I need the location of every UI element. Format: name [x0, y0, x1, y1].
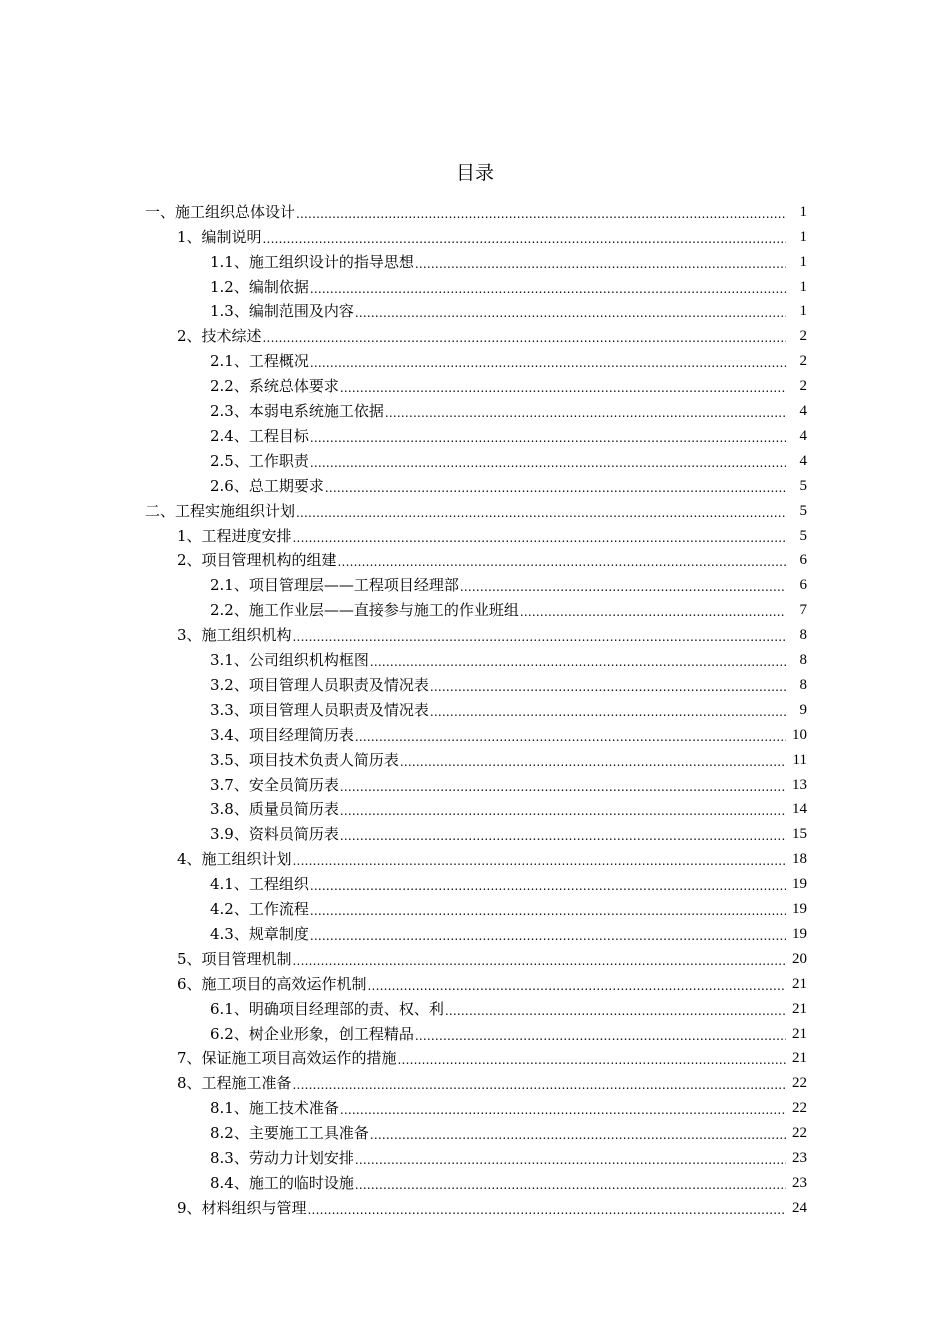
toc-dot-leader: [460, 579, 786, 595]
toc-dot-leader: [338, 554, 786, 570]
toc-entry[interactable]: [0, 919, 950, 944]
toc-page-number: 22: [792, 1125, 807, 1142]
toc-dot-leader: [310, 355, 786, 371]
toc-entry[interactable]: [0, 720, 950, 745]
toc-entry-label: 一、施工组织总体设计: [145, 202, 296, 221]
toc-page-number: 4: [799, 452, 807, 469]
toc-entry[interactable]: [0, 272, 950, 297]
toc-entry-label: 6.1、明确项目经理部的责、权、利: [210, 999, 444, 1018]
toc-entry-label: 3.9、资料员简历表: [210, 825, 339, 844]
toc-dot-leader: [385, 405, 786, 421]
toc-page-number: 13: [792, 776, 807, 793]
toc-entry-label: 6.2、树企业形象，创工程精品: [210, 1024, 414, 1043]
toc-page-number: 4: [799, 427, 807, 444]
toc-dot-leader: [293, 853, 786, 869]
toc-dot-leader: [355, 1152, 786, 1168]
toc-page-number: 21: [792, 1050, 807, 1067]
toc-page-number: 7: [799, 602, 807, 619]
toc-entry[interactable]: [0, 795, 950, 820]
toc-dot-leader: [340, 828, 786, 844]
toc-page-number: 1: [799, 253, 807, 270]
toc-page-number: 21: [792, 975, 807, 992]
toc-page-number: 1: [799, 278, 807, 295]
toc-page-number: 9: [799, 701, 807, 718]
toc-page-number: 8: [799, 627, 807, 644]
toc-page-number: 6: [799, 552, 807, 569]
toc-entry-label: 1.3、编制范围及内容: [210, 302, 354, 321]
toc-entry[interactable]: [0, 546, 950, 571]
toc-entry-label: 3.3、项目管理人员职责及情况表: [210, 700, 429, 719]
toc-entry[interactable]: [0, 745, 950, 770]
toc-page-number: 5: [799, 477, 807, 494]
toc-dot-leader: [415, 256, 786, 272]
toc-dot-leader: [445, 1003, 786, 1019]
toc-page-number: 1: [799, 303, 807, 320]
toc-entry[interactable]: [0, 770, 950, 795]
toc-entry-label: 1.2、编制依据: [210, 277, 309, 296]
toc-dot-leader: [310, 455, 786, 471]
toc-entry-label: 二、工程实施组织计划: [145, 501, 296, 520]
toc-page-number: 1: [799, 228, 807, 245]
toc-dot-leader: [340, 779, 786, 795]
toc-entry[interactable]: [0, 894, 950, 919]
toc-page-number: 5: [799, 502, 807, 519]
toc-entry[interactable]: [0, 944, 950, 969]
toc-dot-leader: [263, 231, 786, 247]
toc-entry[interactable]: [0, 869, 950, 894]
toc-dot-leader: [296, 206, 786, 222]
toc-entry-label: 6、施工项目的高效运作机制: [177, 974, 367, 993]
toc-dot-leader: [370, 1127, 786, 1143]
toc-entry[interactable]: [0, 1093, 950, 1118]
toc-entry[interactable]: [0, 496, 950, 521]
toc-entry[interactable]: [0, 645, 950, 670]
toc-entry-label: 8.3、劳动力计划安排: [210, 1149, 354, 1168]
toc-entry[interactable]: [0, 421, 950, 446]
toc-page-number: 2: [799, 378, 807, 395]
toc-dot-leader: [293, 629, 786, 645]
toc-page-number: 8: [799, 676, 807, 693]
toc-entry[interactable]: [0, 1168, 950, 1193]
toc-entry[interactable]: [0, 620, 950, 645]
toc-dot-leader: [310, 903, 786, 919]
toc-entry[interactable]: [0, 1193, 950, 1218]
toc-entry-label: 3.7、安全员简历表: [210, 775, 339, 794]
toc-entry-label: 9、材料组织与管理: [177, 1198, 307, 1217]
toc-entry[interactable]: [0, 1118, 950, 1143]
toc-entry[interactable]: [0, 695, 950, 720]
toc-entry-label: 2、技术综述: [177, 327, 262, 346]
toc-entry[interactable]: [0, 346, 950, 371]
toc-dot-leader: [398, 1052, 786, 1068]
toc-entry[interactable]: [0, 670, 950, 695]
toc-entry-label: 1.1、施工组织设计的指导思想: [210, 252, 414, 271]
toc-page-number: 2: [799, 353, 807, 370]
toc-page-number: 10: [792, 726, 807, 743]
toc-dot-leader: [368, 978, 786, 994]
toc-page-number: 19: [792, 901, 807, 918]
toc-entry-label: 3、施工组织机构: [177, 626, 292, 645]
toc-page-number: 20: [792, 950, 807, 967]
toc-entry-label: 2.3、本弱电系统施工依据: [210, 402, 384, 421]
toc-page-number: 15: [792, 826, 807, 843]
toc-page-number: 14: [792, 801, 807, 818]
toc-dot-leader: [296, 505, 786, 521]
toc-entry-label: 2、项目管理机构的组建: [177, 551, 337, 570]
toc-entry-label: 3.8、质量员简历表: [210, 800, 339, 819]
toc-page-number: 6: [799, 577, 807, 594]
toc-dot-leader: [340, 1102, 786, 1118]
toc-page-number: 18: [792, 851, 807, 868]
toc-page-number: 19: [792, 925, 807, 942]
toc-dot-leader: [293, 530, 786, 546]
toc-dot-leader: [263, 330, 786, 346]
toc-page-number: 23: [792, 1174, 807, 1191]
toc-dot-leader: [370, 654, 786, 670]
toc-dot-leader: [355, 1177, 786, 1193]
toc-entry-label: 8.1、施工技术准备: [210, 1099, 339, 1118]
toc-page-number: 19: [792, 876, 807, 893]
toc-entry-label: 2.1、项目管理层——工程项目经理部: [210, 576, 459, 595]
toc-entry-label: 3.5、项目技术负责人简历表: [210, 750, 399, 769]
toc-entry[interactable]: [0, 1019, 950, 1044]
toc-dot-leader: [310, 430, 786, 446]
toc-page-number: 5: [799, 527, 807, 544]
toc-dot-leader: [430, 679, 786, 695]
toc-entry[interactable]: [0, 595, 950, 620]
toc-page-number: 21: [792, 1025, 807, 1042]
toc-entry[interactable]: [0, 969, 950, 994]
toc-dot-leader: [355, 729, 786, 745]
toc-dot-leader: [520, 604, 786, 620]
toc-entry-label: 3.1、公司组织机构框图: [210, 651, 369, 670]
toc-entry-label: 4、施工组织计划: [177, 850, 292, 869]
toc-page-number: 8: [799, 652, 807, 669]
toc-page-number: 11: [792, 751, 807, 768]
toc-dot-leader: [325, 480, 786, 496]
toc-entry-label: 5、项目管理机制: [177, 949, 292, 968]
toc-entry-label: 3.4、项目经理简历表: [210, 725, 354, 744]
toc-entry[interactable]: [0, 1143, 950, 1168]
toc-dot-leader: [415, 1028, 786, 1044]
toc-entry-label: 2.2、施工作业层——直接参与施工的作业班组: [210, 601, 519, 620]
toc-dot-leader: [293, 953, 786, 969]
toc-entry[interactable]: [0, 247, 950, 272]
toc-dot-leader: [430, 704, 786, 720]
toc-dot-leader: [340, 803, 786, 819]
toc-dot-leader: [355, 305, 786, 321]
toc-entry-label: 1、编制说明: [177, 227, 262, 246]
toc-entry[interactable]: [0, 1044, 950, 1069]
toc-page-number: 24: [792, 1199, 807, 1216]
toc-entry-label: 2.2、系统总体要求: [210, 377, 339, 396]
toc-entry[interactable]: [0, 471, 950, 496]
toc-entry[interactable]: [0, 396, 950, 421]
toc-entry[interactable]: [0, 521, 950, 546]
toc-entry[interactable]: [0, 446, 950, 471]
toc-dot-leader: [310, 281, 786, 297]
toc-entry[interactable]: [0, 322, 950, 347]
toc-page-number: 21: [792, 1000, 807, 1017]
toc-entry-label: 1、工程进度安排: [177, 526, 292, 545]
toc-dot-leader: [310, 878, 786, 894]
toc-entry[interactable]: [0, 222, 950, 247]
toc-entry-label: 2.1、工程概况: [210, 352, 309, 371]
toc-entry-label: 3.2、项目管理人员职责及情况表: [210, 675, 429, 694]
toc-page-number: 4: [799, 403, 807, 420]
toc-entry-label: 4.1、工程组织: [210, 875, 309, 894]
toc-entry-label: 8.4、施工的临时设施: [210, 1173, 354, 1192]
toc-dot-leader: [400, 754, 786, 770]
toc-entry-label: 2.4、工程目标: [210, 426, 309, 445]
toc-entry[interactable]: [0, 844, 950, 869]
toc-title: 目录: [455, 162, 494, 184]
toc-entry-label: 2.5、工作职责: [210, 451, 309, 470]
toc-page-number: 2: [799, 328, 807, 345]
toc-entry[interactable]: [0, 197, 950, 222]
toc-entry-label: 7、保证施工项目高效运作的措施: [177, 1049, 397, 1068]
toc-dot-leader: [293, 1077, 786, 1093]
toc-page-number: 23: [792, 1150, 807, 1167]
toc-entry-label: 8.2、主要施工工具准备: [210, 1124, 369, 1143]
toc-entry-label: 2.6、总工期要求: [210, 476, 324, 495]
toc-entry-label: 8、工程施工准备: [177, 1074, 292, 1093]
toc-entry[interactable]: [0, 994, 950, 1019]
toc-entry-label: 4.3、规章制度: [210, 924, 309, 943]
toc-entry-label: 4.2、工作流程: [210, 900, 309, 919]
toc-dot-leader: [340, 380, 786, 396]
toc-entry[interactable]: [0, 1069, 950, 1094]
toc-entry[interactable]: [0, 371, 950, 396]
toc-dot-leader: [308, 1202, 786, 1218]
toc-entry[interactable]: [0, 297, 950, 322]
toc-page-number: 22: [792, 1100, 807, 1117]
toc-dot-leader: [310, 928, 786, 944]
toc-entry[interactable]: [0, 820, 950, 845]
toc-page-number: 1: [799, 203, 807, 220]
toc-entry[interactable]: [0, 571, 950, 596]
toc-page-number: 22: [792, 1075, 807, 1092]
